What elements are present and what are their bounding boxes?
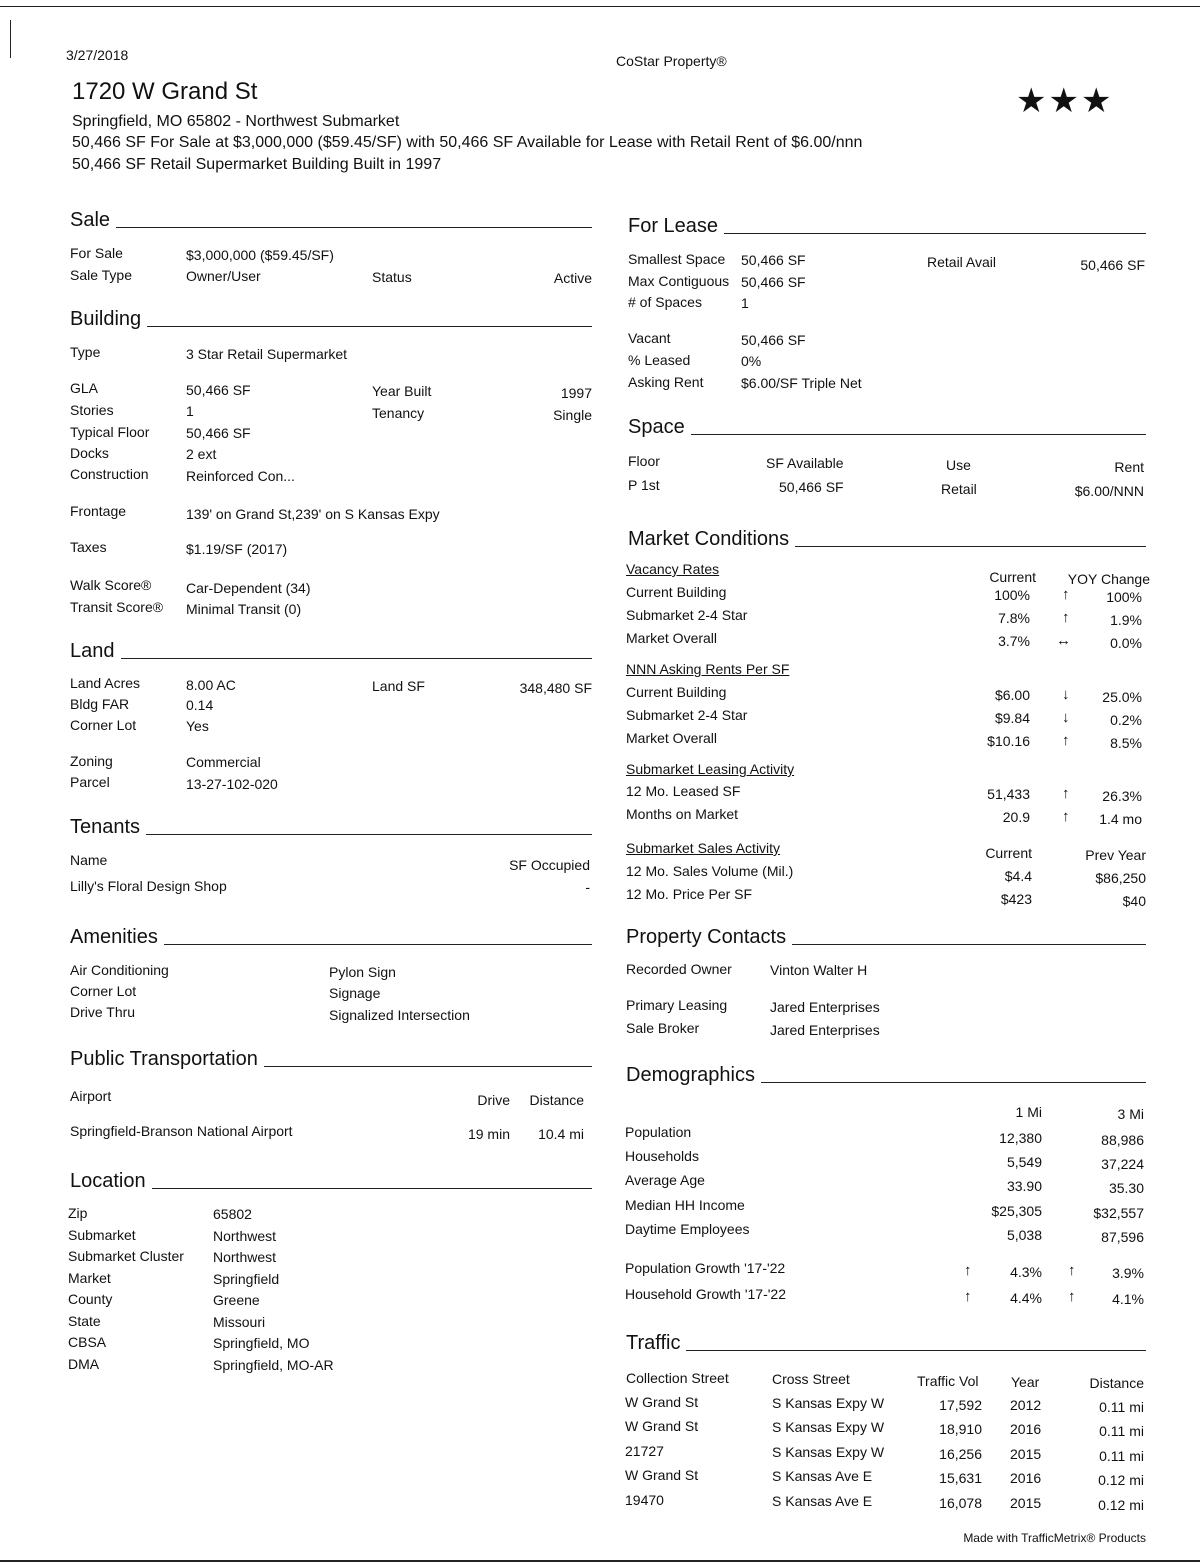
traffic-row-year: 2012 [1010,1397,1042,1413]
growth-row-3mi: 4.1% [1112,1291,1144,1307]
demo-row-label: Households [625,1148,699,1164]
max-contiguous-value: 50,466 SF [741,274,806,290]
location-value: Springfield, MO [213,1335,310,1351]
divider [264,1066,592,1067]
traffic-footer: Made with TrafficMetrix® Products [963,1531,1146,1545]
transport-heading: Public Transportation [70,1048,258,1070]
up-arrow-icon: ↑ [1062,609,1070,626]
year-built-label: Year Built [372,383,432,399]
vacancy-title: Vacancy Rates [626,561,720,577]
contacts-heading: Property Contacts [626,926,787,948]
divider [146,834,592,835]
traffic-row-year: 2016 [1010,1421,1042,1437]
amenity-item: Drive Thru [70,1004,136,1020]
demo-row-label: Median HH Income [625,1197,745,1213]
sale-broker-label: Sale Broker [626,1020,700,1036]
demo-1mi-header: 1 Mi [1015,1104,1042,1120]
divider [116,227,592,228]
demo-3mi-header: 3 Mi [1117,1106,1144,1122]
vacancy-row-current: 100% [994,587,1030,603]
location-label: County [68,1291,113,1307]
prev-year-header: Prev Year [1085,847,1146,863]
location-label: Zip [68,1205,88,1221]
demo-row-3mi: $32,557 [1093,1205,1144,1221]
vacancy-row-label: Market Overall [626,630,718,646]
tenant-name-header: Name [70,852,108,868]
zoning-value: Commercial [186,754,261,770]
tenant-sf: - [585,879,590,895]
retail-avail-label: Retail Avail [927,254,997,270]
sales-current-header: Current [985,845,1032,861]
vacant-label: Vacant [628,330,671,346]
traffic-row-vol: 17,592 [939,1397,982,1413]
construction-value: Reinforced Con... [186,468,295,484]
divider [147,326,592,327]
rents-row-change: 25.0% [1102,689,1142,705]
space-rent-header: Rent [1114,459,1144,475]
frontage-label: Frontage [70,503,127,519]
sales-row-prev: $40 [1122,893,1146,909]
traffic-row-street: 19470 [625,1492,664,1508]
gla-value: 50,466 SF [186,382,251,398]
vacancy-row-change: 1.9% [1110,612,1142,628]
traffic-row-dist: 0.12 mi [1098,1472,1144,1488]
traffic-row-street: W Grand St [625,1467,699,1483]
amenities-heading: Amenities [70,926,158,948]
demo-row-1mi: 12,380 [999,1130,1042,1146]
traffic-row-vol: 15,631 [939,1470,982,1486]
building-heading: Building [70,308,142,330]
land-sf-value: 348,480 SF [519,680,592,696]
bldg-far-label: Bldg FAR [70,696,130,712]
land-acres-value: 8.00 AC [186,677,236,693]
airport-header: Airport [70,1088,112,1104]
traffic-row-cross: S Kansas Expy W [772,1444,885,1460]
for-sale-label: For Sale [70,245,123,261]
location-label: Submarket [68,1227,136,1243]
leasing-row-label: 12 Mo. Leased SF [626,783,741,799]
gla-label: GLA [70,380,99,396]
location-section-heading [70,1170,592,1193]
down-arrow-icon: ↓ [1062,686,1070,703]
tenancy-label: Tenancy [372,405,425,421]
rents-row-current: $6.00 [994,687,1030,703]
location-value: Springfield [213,1271,280,1287]
tenants-section-heading [70,816,592,839]
leasing-row-label: Months on Market [626,806,739,822]
airport-distance: 10.4 mi [538,1126,584,1142]
traffic-row-dist: 0.11 mi [1099,1399,1144,1415]
demo-row-1mi: $25,305 [991,1203,1042,1219]
land-heading: Land [70,640,115,662]
vacancy-row-current: 3.7% [998,633,1030,649]
traffic-row-cross: S Kansas Ave E [772,1468,873,1484]
demo-row-label: Population [625,1124,692,1140]
leased-value: 0% [741,353,762,369]
traffic-cross-header: Cross Street [772,1371,850,1387]
demo-row-1mi: 5,549 [1006,1154,1042,1170]
land-sf-label: Land SF [372,678,425,694]
asking-rent-value: $6.00/SF Triple Net [741,375,862,391]
rents-row-change: 8.5% [1110,735,1142,751]
type-value: 3 Star Retail Supermarket [186,346,348,362]
space-sf-header: SF Available [766,455,844,471]
traffic-row-dist: 0.11 mi [1099,1423,1144,1439]
sales-row-label: 12 Mo. Price Per SF [626,886,753,902]
sale-section-heading [70,209,592,232]
amenity-item: Air Conditioning [70,962,169,978]
divider [792,944,1146,945]
divider [761,1082,1146,1083]
leasing-title: Submarket Leasing Activity [626,761,795,777]
growth-row-1mi: 4.4% [1010,1290,1042,1306]
airport-name: Springfield-Branson National Airport [70,1123,293,1139]
market-heading: Market Conditions [628,528,790,550]
rents-row-current: $9.84 [994,710,1030,726]
divider [795,546,1146,547]
up-arrow-icon: ↑ [1062,732,1070,749]
construction-label: Construction [70,466,149,482]
space-section-heading [628,416,1146,439]
vacancy-row-label: Submarket 2-4 Star [626,607,748,623]
traffic-heading: Traffic [626,1332,681,1354]
walk-score-value: Car-Dependent (34) [186,580,311,596]
land-acres-label: Land Acres [70,675,141,691]
parcel-value: 13-27-102-020 [186,776,278,792]
top-border [0,6,1200,7]
traffic-row-year: 2016 [1010,1470,1042,1486]
primary-leasing-label: Primary Leasing [626,997,728,1013]
divider [152,1188,592,1189]
tenancy-value: Single [553,407,592,423]
location-label: Submarket Cluster [68,1248,184,1264]
sale-type-value: Owner/User [186,268,261,284]
divider [164,944,592,945]
current-header: Current [989,569,1036,585]
vacancy-row-change: 0.0% [1110,635,1142,651]
rents-row-change: 0.2% [1110,712,1142,728]
demo-row-3mi: 35.30 [1108,1180,1144,1196]
amenity-item: Signage [329,985,381,1001]
stories-label: Stories [70,402,114,418]
docks-label: Docks [70,445,109,461]
sales-row-prev: $86,250 [1095,870,1146,886]
up-arrow-icon: ↑ [964,1262,972,1279]
location-value: Greene [213,1292,260,1308]
typical-floor-value: 50,466 SF [186,425,251,441]
status-label: Status [372,269,412,285]
rents-row-label: Current Building [626,684,727,700]
sales-title: Submarket Sales Activity [626,840,781,856]
traffic-row-cross: S Kansas Expy W [772,1419,885,1435]
year-built-value: 1997 [560,385,592,401]
leasing-row-current: 20.9 [1002,809,1030,825]
location-value: Springfield, MO-AR [213,1357,334,1373]
growth-row-label: Household Growth '17-'22 [625,1286,786,1302]
traffic-row-street: W Grand St [625,1394,699,1410]
divider [724,233,1146,234]
up-arrow-icon: ↑ [1062,808,1070,825]
demographics-section-heading [626,1064,1146,1087]
corner-lot-value: Yes [186,718,209,734]
up-arrow-icon: ↑ [964,1288,972,1305]
taxes-value: $1.19/SF (2017) [186,541,288,557]
traffic-row-vol: 18,910 [939,1421,982,1437]
demo-row-label: Average Age [625,1172,705,1188]
sale-type-label: Sale Type [70,267,133,283]
location-label: State [68,1313,101,1329]
traffic-street-header: Collection Street [626,1370,729,1386]
demo-row-3mi: 88,986 [1101,1132,1144,1148]
traffic-row-street: 21727 [625,1443,664,1459]
sale-broker-value: Jared Enterprises [770,1022,880,1038]
traffic-row-vol: 16,078 [939,1495,982,1511]
margin-mark [10,20,11,58]
tenant-sf-header: SF Occupied [509,857,590,873]
demo-row-3mi: 37,224 [1101,1156,1144,1172]
traffic-year-header: Year [1011,1374,1040,1390]
vacancy-row-current: 7.8% [998,610,1030,626]
transit-score-label: Transit Score® [70,599,164,615]
space-rent: $6.00/NNN [1074,483,1144,499]
rents-row-label: Submarket 2-4 Star [626,707,748,723]
tenant-name: Lilly's Floral Design Shop [70,878,227,894]
typical-floor-label: Typical Floor [70,424,150,440]
tenants-heading: Tenants [70,816,141,838]
rents-title: NNN Asking Rents Per SF [626,661,790,677]
property-address: 1720 W Grand St [72,78,258,105]
up-arrow-icon: ↑ [1068,1262,1076,1279]
divider [691,434,1146,435]
corner-lot-label: Corner Lot [70,717,137,733]
transport-section-heading [70,1048,592,1071]
space-use-header: Use [946,457,971,473]
space-floor-header: Floor [628,453,660,469]
demo-row-1mi: 33.90 [1006,1178,1042,1194]
growth-row-1mi: 4.3% [1010,1264,1042,1280]
leased-label: % Leased [628,352,691,368]
location-label: Market [68,1270,111,1286]
location-label: DMA [68,1356,100,1372]
demo-row-1mi: 5,038 [1006,1227,1042,1243]
rents-row-current: $10.16 [987,733,1030,749]
contacts-section-heading [626,926,1146,949]
amenities-section-heading [70,926,592,949]
demo-row-label: Daytime Employees [625,1221,750,1237]
vacant-value: 50,466 SF [741,332,806,348]
bldg-far-value: 0.14 [186,697,214,713]
growth-row-label: Population Growth '17-'22 [625,1260,786,1276]
drive-header: Drive [477,1092,510,1108]
vacancy-row-change: 100% [1106,589,1142,605]
amenity-item: Pylon Sign [329,964,396,980]
sales-row-current: $423 [1000,891,1032,907]
smallest-space-value: 50,466 SF [741,252,806,268]
traffic-dist-header: Distance [1089,1375,1144,1391]
location-heading: Location [70,1170,146,1192]
up-arrow-icon: ↑ [1062,785,1070,802]
header-line-2: 50,466 SF For Sale at $3,000,000 ($59.45/SF) with 50,466 SF Available for Lease with Retail Rent of $6.00/nnn [72,134,863,151]
sales-row-label: 12 Mo. Sales Volume (Mil.) [626,863,794,879]
traffic-row-dist: 0.12 mi [1098,1497,1144,1513]
smallest-space-label: Smallest Space [628,251,726,267]
location-value: Missouri [213,1314,266,1330]
amenity-item: Signalized Intersection [329,1007,470,1023]
spaces-label: # of Spaces [628,294,702,310]
demo-row-3mi: 87,596 [1101,1229,1144,1245]
for-lease-section-heading [628,215,1146,238]
recorded-owner-value: Vinton Walter H [770,962,868,978]
leasing-row-current: 51,433 [987,786,1030,802]
type-label: Type [70,344,101,360]
space-sf: 50,466 SF [779,479,844,495]
growth-row-3mi: 3.9% [1112,1265,1144,1281]
max-contiguous-label: Max Contiguous [628,273,730,289]
recorded-owner-label: Recorded Owner [626,961,732,977]
stories-value: 1 [186,403,194,419]
leasing-row-change: 26.3% [1102,788,1142,804]
traffic-vol-header: Traffic Vol [917,1373,979,1389]
distance-header: Distance [529,1092,584,1108]
taxes-label: Taxes [70,539,107,555]
header-line-3: 50,466 SF Retail Supermarket Building Built in 1997 [72,156,442,173]
leasing-row-change: 1.4 mo [1099,811,1142,827]
traffic-row-cross: S Kansas Expy W [772,1395,885,1411]
up-arrow-icon: ↑ [1068,1288,1076,1305]
location-label: CBSA [68,1334,107,1350]
building-section-heading [70,308,592,331]
location-value: 65802 [213,1206,252,1222]
rents-row-label: Market Overall [626,730,718,746]
divider [686,1350,1146,1351]
spaces-value: 1 [741,295,749,311]
traffic-row-cross: S Kansas Ave E [772,1493,873,1509]
amenity-item: Corner Lot [70,983,137,999]
land-section-heading [70,640,592,663]
both-arrow-icon: ↔ [1056,632,1071,649]
sale-heading: Sale [70,209,111,231]
docks-value: 2 ext [186,446,217,462]
retail-avail-value: 50,466 SF [1080,257,1145,273]
space-floor: P 1st [628,477,660,493]
location-value: Northwest [213,1249,277,1265]
walk-score-label: Walk Score® [70,577,152,593]
sales-row-current: $4.4 [1004,868,1032,884]
down-arrow-icon: ↓ [1062,709,1070,726]
brand-name: CoStar Property® [616,53,727,69]
space-heading: Space [628,416,685,438]
for-lease-heading: For Lease [628,215,719,237]
for-sale-value: $3,000,000 ($59.45/SF) [186,247,334,263]
zoning-label: Zoning [70,753,113,769]
traffic-row-vol: 16,256 [939,1446,982,1462]
divider [121,658,593,659]
star-rating-icon: ★★★ [1016,82,1114,120]
report-date: 3/27/2018 [66,47,129,63]
transit-score-value: Minimal Transit (0) [186,601,302,617]
traffic-row-year: 2015 [1010,1446,1042,1462]
traffic-row-year: 2015 [1010,1495,1042,1511]
primary-leasing-value: Jared Enterprises [770,999,880,1015]
yoy-header: YOY Change [1067,571,1150,587]
traffic-row-street: W Grand St [625,1418,699,1434]
traffic-row-dist: 0.11 mi [1099,1448,1144,1464]
space-use: Retail [941,481,977,497]
bottom-border [0,1560,1200,1562]
market-section-heading [628,528,1146,551]
demographics-heading: Demographics [626,1064,755,1086]
vacancy-row-label: Current Building [626,584,727,600]
status-value: Active [553,270,592,286]
parcel-label: Parcel [70,774,110,790]
location-value: Northwest [213,1228,277,1244]
airport-drive: 19 min [467,1126,510,1142]
asking-rent-label: Asking Rent [628,374,704,390]
header-line-1: Springfield, MO 65802 - Northwest Submarket [72,113,400,130]
traffic-section-heading [626,1332,1146,1355]
up-arrow-icon: ↑ [1062,586,1070,603]
frontage-value: 139' on Grand St,239' on S Kansas Expy [186,506,440,522]
